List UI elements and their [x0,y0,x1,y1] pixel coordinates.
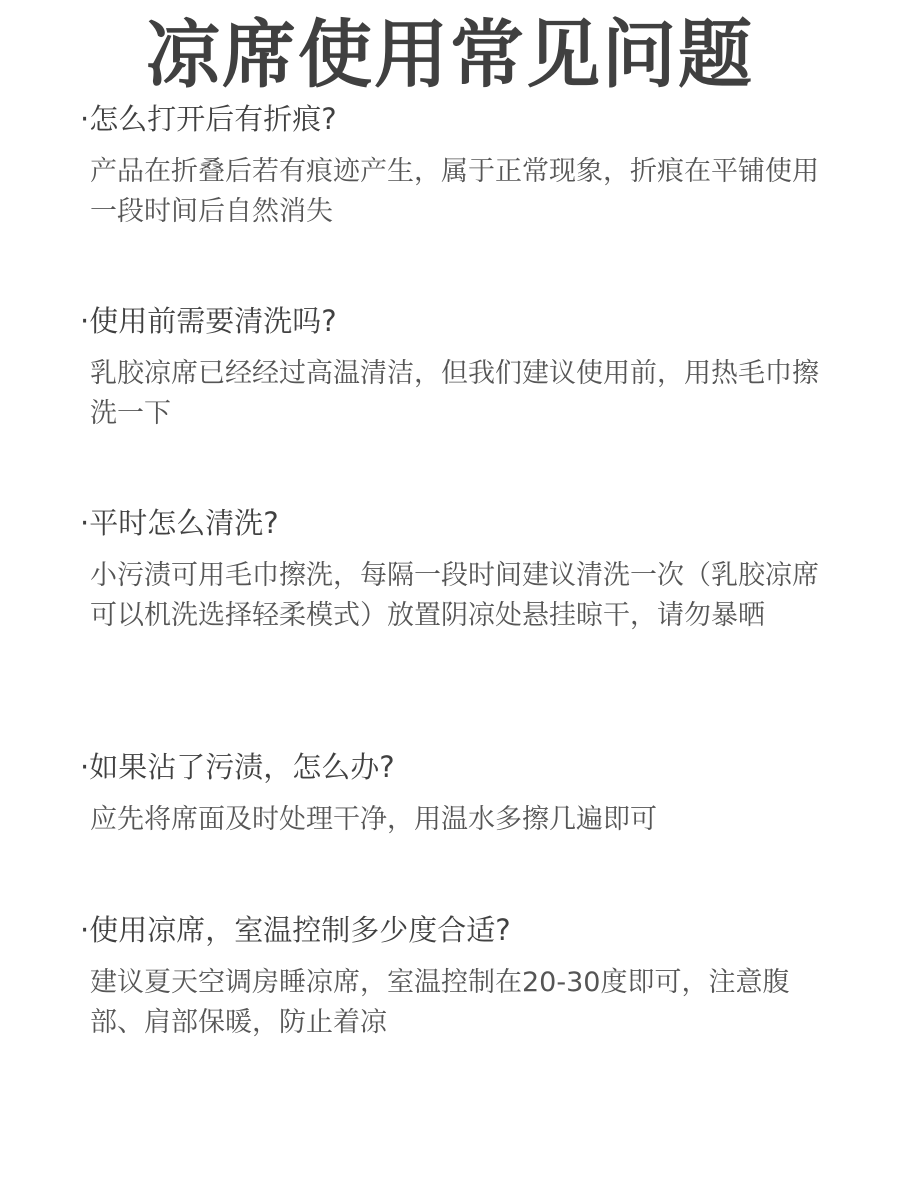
faq-answer: 产品在折叠后若有痕迹产生，属于正常现象，折痕在平铺使用一段时间后自然消失 [90,156,819,227]
faq-item-folding-creases [80,96,840,232]
faq-answer: 建议夏天空调房睡凉席，室温控制在20-30度即可，注意腹部、肩部保暖，防止着凉 [90,967,790,1038]
faq-answer: 应先将席面及时处理干净，用温水多擦几遍即可 [90,804,657,835]
faq-question: ·使用凉席，室温控制多少度合适? [80,913,511,947]
faq-answer: 小污渍可用毛巾擦洗，每隔一段时间建议清洗一次（乳胶凉席可以机洗选择轻柔模式）放置阴凉处悬挂晾干，请勿暴晒 [90,560,819,631]
faq-question: ·使用前需要清洗吗? [80,304,337,338]
faq-question: ·平时怎么清洗? [80,506,279,540]
faq-item-stains [80,744,840,840]
faq-item-room-temperature [80,907,840,1043]
faq-item-daily-cleaning [80,500,840,636]
faq-question: ·如果沾了污渍，怎么办? [80,750,395,784]
faq-answer: 乳胶凉席已经经过高温清洁，但我们建议使用前，用热毛巾擦洗一下 [90,358,819,429]
page-title: 凉席使用常见问题 [146,11,754,98]
faq-question: ·怎么打开后有折痕? [80,102,337,136]
faq-item-wash-before-use [80,298,840,434]
